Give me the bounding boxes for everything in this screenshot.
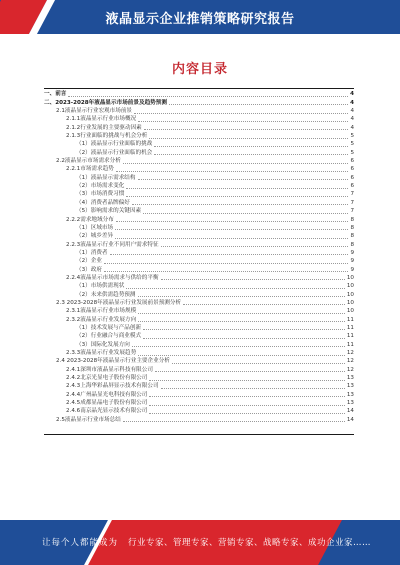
- toc-entry[interactable]: [44, 365, 354, 373]
- toc-entry[interactable]: [44, 98, 354, 106]
- toc-entry[interactable]: [44, 315, 354, 323]
- toc-entry-title: 2.2液晶显示市场需求分析: [56, 158, 121, 165]
- toc-entry-title: （1）液晶显示需求结构: [76, 174, 136, 181]
- toc-entry-page: 4: [350, 99, 354, 106]
- toc-leader-dots: [68, 96, 348, 97]
- toc-entry-title: 2.2.1市场需求趋势: [66, 166, 114, 173]
- toc-entry-page: 8: [350, 241, 354, 248]
- toc-entry-title: （2）企业: [76, 258, 102, 265]
- toc-entry-page: 7: [350, 208, 354, 215]
- toc-entry-page: 4: [350, 108, 354, 115]
- toc-entry-title: （1）液晶显示行业面临的挑战: [76, 141, 153, 148]
- toc-entry[interactable]: [44, 198, 354, 206]
- footer-slogan-left: 让每个人都能成为: [42, 538, 119, 548]
- toc-entry-page: 13: [346, 383, 354, 390]
- toc-entry[interactable]: [44, 415, 354, 423]
- toc-entry[interactable]: [44, 382, 354, 390]
- toc-entry[interactable]: [44, 282, 354, 290]
- toc-entry-title: 2.4.2北京光显电子股份有限公司: [66, 375, 148, 382]
- toc-entry[interactable]: [44, 307, 354, 315]
- toc-entry[interactable]: [44, 215, 354, 223]
- toc-leader-dots: [116, 171, 349, 172]
- toc-entry[interactable]: [44, 265, 354, 273]
- toc-entry[interactable]: [44, 123, 354, 131]
- toc-entry-title: 2.2.3液晶显示行业不同用户需求特征: [66, 241, 159, 248]
- toc-entry-page: 7: [350, 199, 354, 206]
- toc-entry-page: 13: [346, 375, 354, 382]
- report-header: [0, 0, 400, 34]
- toc-leader-dots: [143, 338, 345, 339]
- toc-leader-dots: [115, 229, 348, 230]
- toc-entry[interactable]: [44, 299, 354, 307]
- toc-leader-dots: [149, 380, 345, 381]
- toc-entry-title: （1）消费者: [76, 249, 108, 256]
- toc-entry[interactable]: [44, 290, 354, 298]
- toc-entry-title: 2.3.2液晶显示行业发展方向: [66, 316, 137, 323]
- toc-entry[interactable]: [44, 240, 354, 248]
- toc-leader-dots: [123, 421, 345, 422]
- toc-entry-page: 11: [346, 316, 354, 323]
- toc-entry-page: 4: [350, 91, 354, 98]
- toc-entry-title: 2.3 2023-2028年液晶显示行业发展前景预测分析: [56, 299, 182, 306]
- toc-entry-page: 12: [346, 366, 354, 373]
- toc-leader-dots: [126, 196, 348, 197]
- toc-leader-dots: [126, 188, 348, 189]
- toc-leader-dots: [161, 279, 345, 280]
- toc-entry-page: 9: [350, 258, 354, 265]
- toc-entry-page: 12: [346, 358, 354, 365]
- toc-entry-page: 6: [350, 183, 354, 190]
- toc-entry-title: （3）市场消费习惯: [76, 191, 125, 198]
- toc-entry-title: （2）行业融合与商业模式: [76, 333, 142, 340]
- toc-entry-title: 2.1液晶显示行业宏观市场前景: [56, 108, 133, 115]
- toc-entry-title: （5）影响需求的关键因素: [76, 208, 142, 215]
- toc-entry-page: 5: [350, 149, 354, 156]
- footer-slogan-right: 行业专家、管理专家、营销专家、战略专家、成功企业家……: [128, 538, 372, 548]
- toc-entry-title: （3）政府: [76, 266, 102, 273]
- toc-entry-title: 2.1.1液晶显示行业市场概况: [66, 116, 137, 123]
- toc-entry[interactable]: [44, 399, 354, 407]
- toc-entry-page: 6: [350, 166, 354, 173]
- toc-entry-title: 2.1.2行业发展的主要驱动因素: [66, 124, 142, 131]
- toc-entry-title: 一、前言: [44, 91, 67, 98]
- toc-entry-page: 8: [350, 224, 354, 231]
- toc-entry-page: 6: [350, 174, 354, 181]
- toc-entry[interactable]: [44, 324, 354, 332]
- toc-top-rule: [44, 88, 354, 89]
- toc-leader-dots: [104, 271, 349, 272]
- toc-entry[interactable]: [44, 349, 354, 357]
- toc-entry-page: 10: [346, 308, 354, 315]
- toc-entry-page: 8: [350, 233, 354, 240]
- toc-entry[interactable]: [44, 148, 354, 156]
- toc-leader-dots: [149, 138, 348, 139]
- toc-entry-title: （1）区域市场: [76, 224, 114, 231]
- toc-entry[interactable]: [44, 107, 354, 115]
- toc-leader-dots: [116, 221, 349, 222]
- report-title: 液晶显示企业推销策略研究报告: [105, 12, 295, 27]
- toc-entry-title: （1）技术发展与产品创新: [76, 324, 142, 331]
- toc-entry-title: 2.4.6南京晶光显示技术有限公司: [66, 408, 148, 415]
- toc-leader-dots: [138, 179, 349, 180]
- toc-leader-dots: [138, 296, 345, 297]
- toc-leader-dots: [143, 213, 348, 214]
- toc-entry[interactable]: [44, 165, 354, 173]
- toc-entry-page: 12: [346, 350, 354, 356]
- toc-entry-title: 二、2023-2028年液晶显示市场前景及趋势预测: [44, 99, 167, 106]
- toc-entry[interactable]: [44, 407, 354, 415]
- toc-leader-dots: [138, 313, 345, 314]
- toc-leader-dots: [149, 405, 345, 406]
- toc-entry[interactable]: [44, 340, 354, 348]
- toc-leader-dots: [161, 246, 349, 247]
- toc-entry[interactable]: [44, 90, 354, 98]
- toc-leader-dots: [143, 329, 345, 330]
- toc-entry[interactable]: [44, 224, 354, 232]
- toc-entry-title: （1）市场供需现状: [76, 283, 125, 290]
- toc-entry-page: 10: [346, 299, 354, 306]
- toc-entry-page: 6: [350, 158, 354, 165]
- toc-leader-dots: [123, 163, 349, 164]
- toc-entry-page: 11: [346, 333, 354, 340]
- toc-entry-title: 2.1.3行业面临的挑战与机会分析: [66, 133, 148, 140]
- toc-entry[interactable]: [44, 132, 354, 140]
- toc-entry-title: （2）液晶显示行业面临的机会: [76, 149, 153, 156]
- toc-entry-title: 2.5液晶显示行业市场总结: [56, 416, 121, 423]
- toc-leader-dots: [161, 388, 345, 389]
- toc-entry-page: 8: [350, 216, 354, 223]
- toc-entry-title: 2.4.4广州晶显光电科技有限公司: [66, 391, 148, 398]
- toc-leader-dots: [155, 371, 345, 372]
- toc-leader-dots: [138, 121, 348, 122]
- toc-entry[interactable]: [44, 190, 354, 198]
- toc-leader-dots: [154, 154, 348, 155]
- toc-entry[interactable]: [44, 173, 354, 181]
- toc-leader-dots: [138, 321, 345, 322]
- toc-entry[interactable]: [44, 357, 354, 365]
- toc-entry-page: 5: [350, 133, 354, 140]
- toc-entry-page: 14: [346, 416, 354, 423]
- toc-leader-dots: [183, 304, 345, 305]
- toc-entry[interactable]: [44, 257, 354, 265]
- toc-entry-title: 2.3.1液晶显示行业市场规模: [66, 308, 137, 315]
- toc-entry-title: （4）消费者品牌偏好: [76, 199, 130, 206]
- toc-leader-dots: [144, 129, 349, 130]
- toc-entry-page: 14: [346, 408, 354, 415]
- toc-entry-title: 2.2.2需求地域分布: [66, 216, 114, 223]
- toc-entry-page: 4: [350, 124, 354, 131]
- toc-leader-dots: [149, 413, 345, 414]
- toc-entry-page: 9: [350, 249, 354, 256]
- toc-leader-dots: [154, 146, 348, 147]
- toc-entry-page: 11: [346, 324, 354, 331]
- toc-entry-page: 13: [346, 400, 354, 407]
- toc-entry-title: （2）市场需求变化: [76, 183, 125, 190]
- toc-entry-page: 11: [346, 341, 354, 348]
- toc-entry-title: 2.4.1深圳市液晶显示科技有限公司: [66, 366, 153, 373]
- toc-entry[interactable]: [44, 140, 354, 148]
- toc-leader-dots: [132, 346, 345, 347]
- toc-entry-title: 2.4.5成都显晶电子股份有限公司: [66, 400, 148, 407]
- toc-entry[interactable]: [44, 332, 354, 340]
- toc-entry[interactable]: [44, 249, 354, 257]
- toc-leader-dots: [110, 254, 349, 255]
- toc-leader-dots: [138, 355, 345, 356]
- toc-entry[interactable]: [44, 115, 354, 123]
- toc-entry-title: （3）国际化发展方向: [76, 341, 130, 348]
- toc-leader-dots: [149, 396, 345, 397]
- toc-entry-title: （2）未来供需趋势预测: [76, 291, 136, 298]
- report-footer: [0, 520, 400, 565]
- toc-entry-page: 10: [346, 283, 354, 290]
- toc-entry-page: 4: [350, 116, 354, 123]
- toc-entry-title: （2）城乡差异: [76, 233, 114, 240]
- toc-entry-title: 2.4 2023-2028年液晶显示行业主要企业分析: [56, 358, 170, 365]
- toc-entry-title: 2.4.3上海华彩晶屏显示技术有限公司: [66, 383, 159, 390]
- toc-entry[interactable]: [44, 274, 354, 282]
- toc-entry[interactable]: [44, 207, 354, 215]
- toc-entry-page: 7: [350, 191, 354, 198]
- toc-bottom-rule: [44, 434, 354, 435]
- toc-entry-title: 2.2.4液晶显示市场需求与供给的平衡: [66, 274, 159, 281]
- toc-heading: 内容目录: [171, 62, 228, 77]
- toc-leader-dots: [169, 104, 348, 105]
- toc-entry-page: 9: [350, 266, 354, 273]
- toc-entry-page: 10: [346, 291, 354, 298]
- toc-leader-dots: [134, 113, 348, 114]
- toc-leader-dots: [132, 204, 349, 205]
- toc-leader-dots: [115, 238, 348, 239]
- toc-entry[interactable]: [44, 232, 354, 240]
- toc-leader-dots: [172, 363, 345, 364]
- toc-entry[interactable]: [44, 390, 354, 398]
- toc-entry-page: 10: [346, 274, 354, 281]
- table-of-contents: [44, 90, 354, 424]
- toc-leader-dots: [126, 288, 345, 289]
- toc-entry[interactable]: [44, 182, 354, 190]
- toc-entry[interactable]: [44, 157, 354, 165]
- toc-entry-page: 13: [346, 391, 354, 398]
- toc-entry-page: 5: [350, 141, 354, 148]
- toc-leader-dots: [104, 263, 349, 264]
- toc-entry-title: 2.3.3液晶显示行业发展趋势: [66, 350, 137, 356]
- toc-entry[interactable]: [44, 374, 354, 382]
